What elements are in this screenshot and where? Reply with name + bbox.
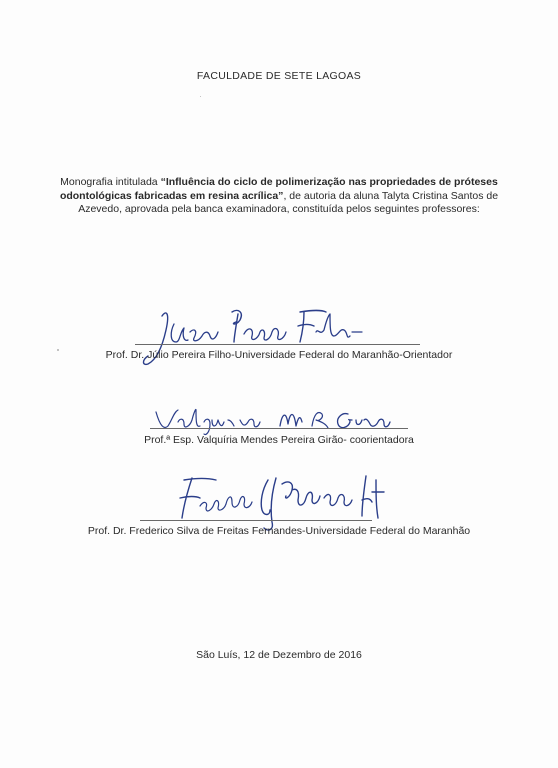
signatory-caption-coadvisor: Prof.ª Esp. Valquíria Mendes Pereira Girão- coorientadora [144,434,414,446]
approval-statement [58,176,500,217]
scan-speck [200,96,201,97]
signatory-caption-examiner: Prof. Dr. Frederico Silva de Freitas Fernandes-Universidade Federal do Maranhão [87,525,471,537]
signature-line-examiner [140,520,372,521]
approval-prefix: Monografia intitulada [60,176,161,188]
institution-name: FACULDADE DE SETE LAGOAS [196,70,362,82]
date-and-place: São Luís, 12 de Dezembro de 2016 [196,649,362,661]
scan-speck [57,349,59,351]
monograph-title: “Influência do ciclo de polimerização nas propriedades de próteses odontológicas fabricadas em resina acrílica” [59,176,498,202]
signature-advisor-handwriting [140,302,380,382]
signatory-caption-advisor: Prof. Dr. Júlio Pereira Filho-Universidade Federal do Maranhão-Orientador [105,349,453,361]
approval-suffix: , de autoria da aluna Talyta Cristina Santos de Azevedo, aprovada pela banca examinadora, constituída pelos seguintes professores: [78,189,499,215]
signature-line-coadvisor [150,428,408,429]
signature-line-advisor [135,344,420,345]
